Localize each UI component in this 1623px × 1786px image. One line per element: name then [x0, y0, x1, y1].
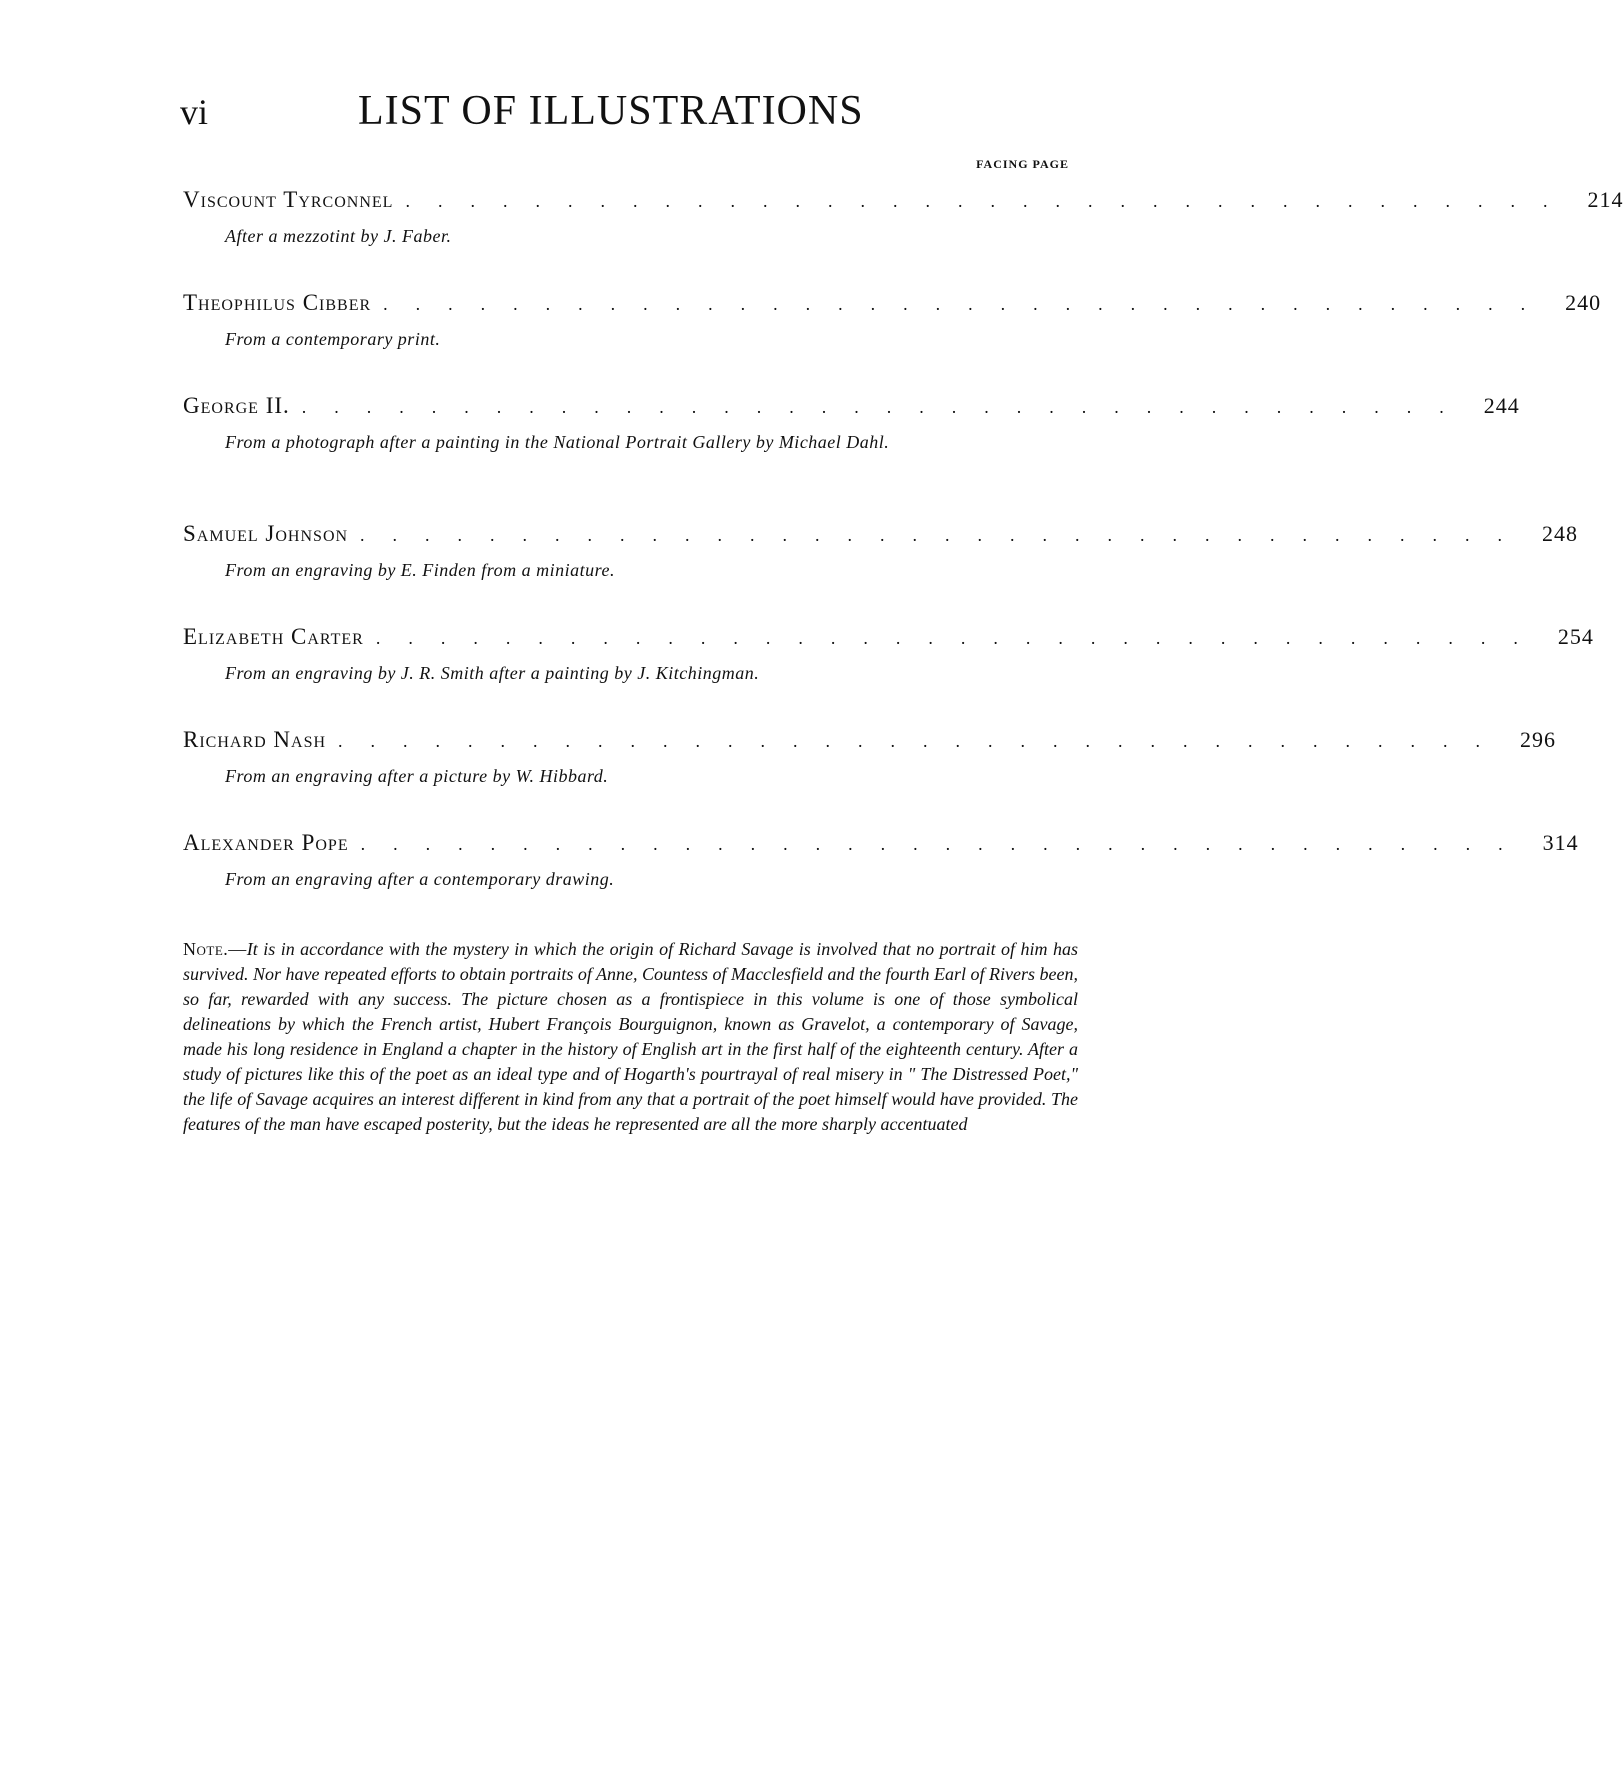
illustration-title: Viscount Tyrconnel: [183, 187, 394, 212]
facing-page-number: 248: [1542, 521, 1579, 546]
footnote-lead: Note.—: [183, 939, 247, 959]
dot-leader: ....................................: [301, 397, 1472, 417]
footnote-text: It is in accordance with the mystery in which the origin of Richard Savage is involved that no portrait of him has survived. Nor have repeated efforts to obtain portraits of Anne, Countess of Macclesfield and the fourth Earl of Rivers been, so far, rewarded with any success. The picture chosen as a frontispiece in this volume is one of those symbolical delineations by which the French artist, Hubert François Bourguignon, known as Gravelot, a contemporary of Savage, made his long residence in England a chapter in the history of English art in the first half of the eighteenth century. After a study of pictures like this of the poet as an ideal type and of Hogarth's pourtrayal of real misery in " The Distressed Poet," the life of Savage acquires an interest different in kind from any that a portrait of the poet himself would have provided. The features of the man have escaped posterity, but the ideas he represented are all the more sharply accentuated: [183, 939, 1078, 1134]
list-item: [183, 622, 1594, 725]
illustration-source: From an engraving by J. R. Smith after a painting by J. Kitchingman.: [225, 663, 760, 683]
illustration-title: Elizabeth Carter: [183, 624, 364, 649]
facing-page-number: 214: [1587, 187, 1623, 212]
dot-leader: ....................................: [338, 731, 1509, 751]
list-item: [183, 185, 1623, 288]
page-number: vi: [180, 92, 209, 132]
illustration-source: From a photograph after a painting in the National Portrait Gallery by Michael Dahl.: [225, 432, 890, 452]
illustration-title: Samuel Johnson: [183, 521, 349, 546]
illustration-title: Theophilus Cibber: [183, 290, 372, 315]
illustration-source: From a contemporary print.: [225, 329, 441, 349]
list-item: [183, 391, 1520, 519]
illustration-source: From an engraving after a picture by W. Hibbard.: [225, 766, 609, 786]
list-item: [183, 828, 1579, 931]
dot-leader: ....................................: [360, 834, 1531, 854]
facing-page-number: 296: [1520, 727, 1557, 752]
list-item: [183, 288, 1602, 391]
illustration-source: From an engraving after a contemporary drawing.: [225, 869, 615, 889]
list-item: [183, 519, 1579, 622]
dot-leader: ....................................: [383, 294, 1554, 314]
page-title: LIST OF ILLUSTRATIONS: [358, 88, 864, 134]
facing-page-number: 254: [1557, 624, 1594, 649]
facing-page-column-label: FACING PAGE: [976, 157, 1069, 171]
list-item: [183, 725, 1557, 828]
facing-page-number: 244: [1483, 393, 1520, 418]
illustration-title: George II.: [183, 393, 290, 418]
illustrations-list: [183, 185, 1623, 931]
facing-page-number: 240: [1565, 290, 1602, 315]
dot-leader: ....................................: [375, 628, 1546, 648]
footnote: [183, 937, 1078, 1137]
dot-leader: ....................................: [405, 191, 1576, 211]
illustration-source: After a mezzotint by J. Faber.: [225, 226, 452, 246]
dot-leader: ....................................: [360, 525, 1531, 545]
facing-page-number: 314: [1542, 830, 1579, 855]
illustration-title: Richard Nash: [183, 727, 327, 752]
illustration-source: From an engraving by E. Finden from a miniature.: [225, 560, 615, 580]
illustration-title: Alexander Pope: [183, 830, 349, 855]
